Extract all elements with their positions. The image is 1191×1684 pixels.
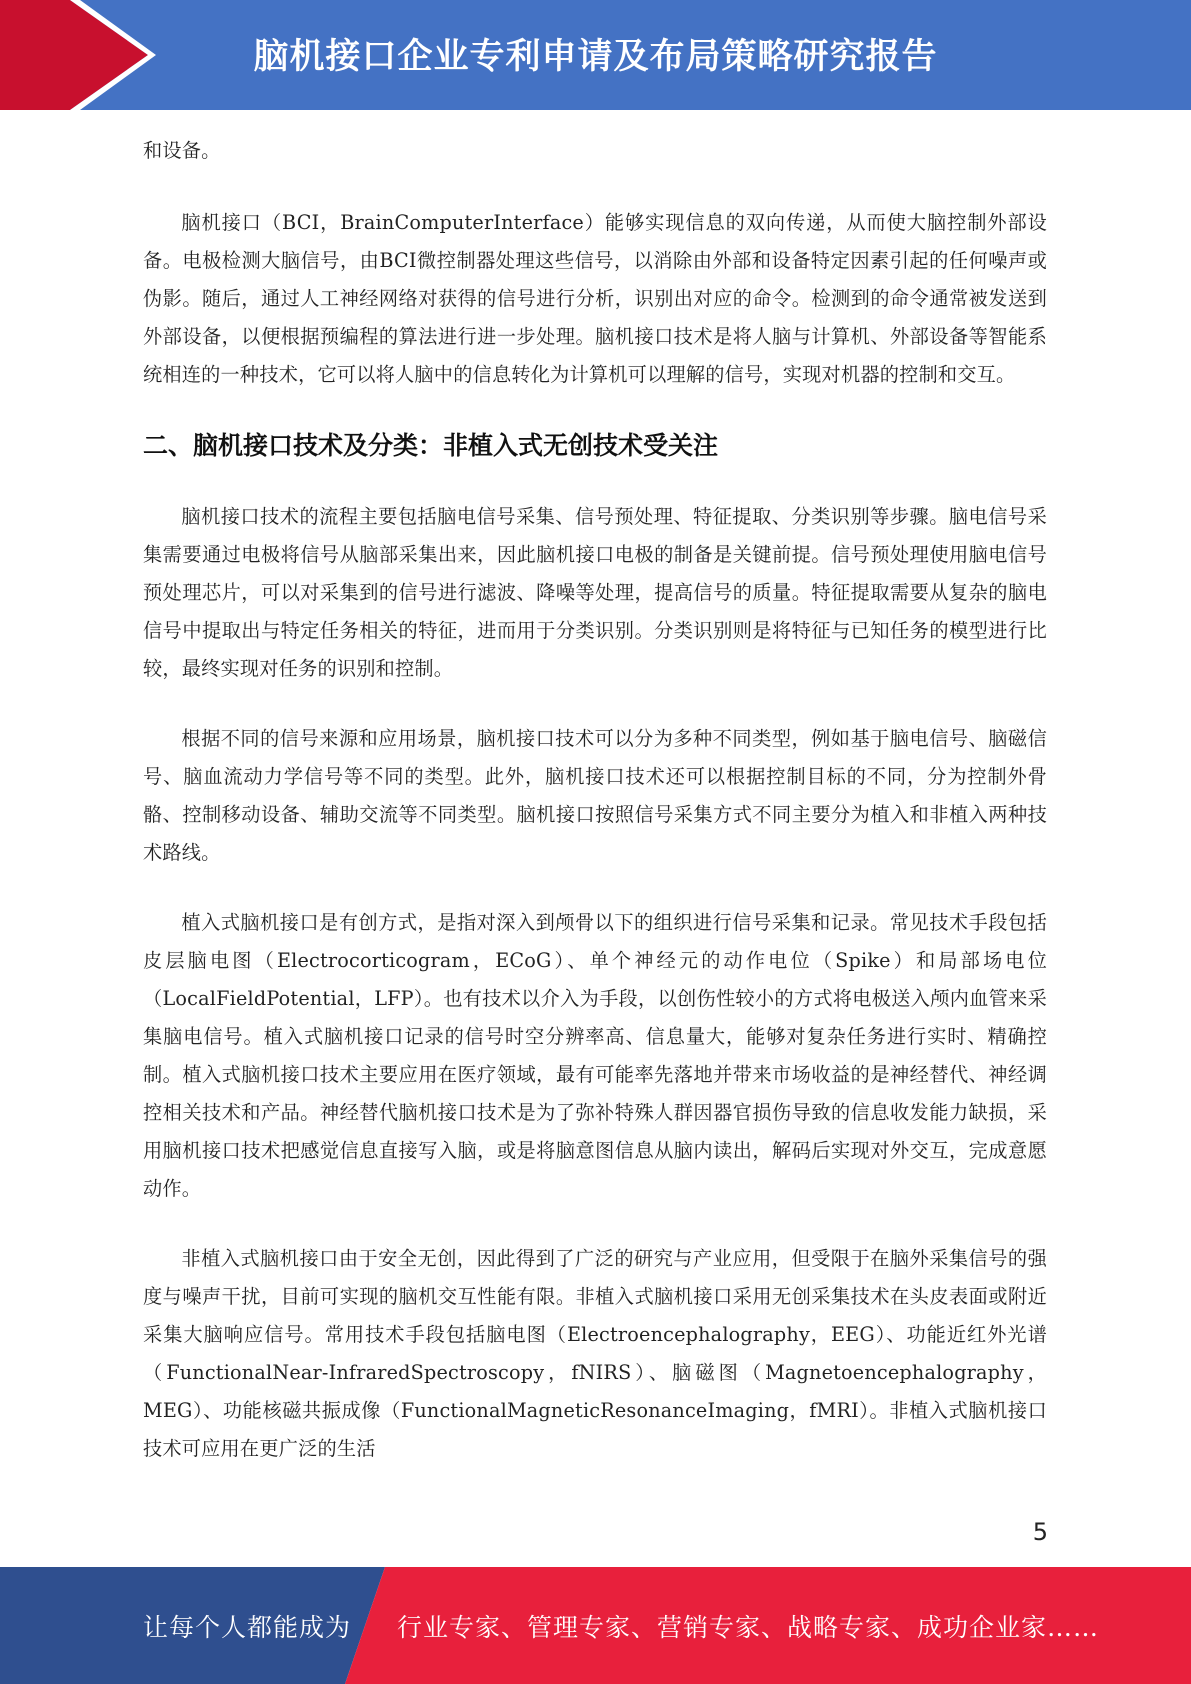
- paragraph-noninvasive-bci: 非植入式脑机接口由于安全无创，因此得到了广泛的研究与产业应用，但受限于在脑外采集信号的强度与噪声干扰，目前可实现的脑机交互性能有限。非植入式脑机接口采用无创采集技术在头皮表面或附近采集大脑响应信号。常用技术手段包括脑电图（Electroencephalography，EEG）、功能近红外光谱（FunctionalNear-InfraredSpectroscopy，fNIRS）、脑磁图（Magnetoencephalography，MEG）、功能核磁共振成像（FunctionalMagneticResonanceImaging，fMRI）。非植入式脑机接口技术可应用在更广泛的生活: [143, 1247, 1047, 1460]
- page-header: [0, 0, 1191, 110]
- paragraph-bci-process: 脑机接口技术的流程主要包括脑电信号采集、信号预处理、特征提取、分类识别等步骤。脑电信号采集需要通过电极将信号从脑部采集出来，因此脑机接口电极的制备是关键前提。信号预处理使用脑电信号预处理芯片，可以对采集到的信号进行滤波、降噪等处理，提高信号的质量。特征提取需要从复杂的脑电信号中提取出与特定任务相关的特征，进而用于分类识别。分类识别则是将特征与已知任务的模型进行比较，最终实现对任务的识别和控制。: [143, 505, 1047, 680]
- page-footer: [0, 1567, 1191, 1684]
- report-title: 脑机接口企业专利申请及布局策略研究报告: [253, 37, 938, 77]
- footer-slogan-right: 行业专家、管理专家、营销专家、战略专家、成功企业家……: [397, 1612, 1100, 1642]
- paragraph-continuation: 和设备。: [143, 139, 221, 162]
- main-content: [143, 132, 1047, 1500]
- section-heading: 二、脑机接口技术及分类：非植入式无创技术受关注: [143, 431, 719, 460]
- footer-slogan-left: 让每个人都能成为: [143, 1612, 352, 1642]
- paragraph-bci-types: 根据不同的信号来源和应用场景，脑机接口技术可以分为多种不同类型，例如基于脑电信号、脑磁信号、脑血流动力学信号等不同的类型。此外，脑机接口技术还可以根据控制目标的不同，分为控制外骨骼、控制移动设备、辅助交流等不同类型。脑机接口按照信号采集方式不同主要分为植入和非植入两种技术路线。: [143, 727, 1047, 864]
- page-number: 5: [1032, 1518, 1048, 1546]
- paragraph-invasive-bci: 植入式脑机接口是有创方式，是指对深入到颅骨以下的组织进行信号采集和记录。常见技术手段包括皮层脑电图（Electrocorticogram，ECoG）、单个神经元的动作电位（Spike）和局部场电位（LocalFieldPotential，LFP）。也有技术以介入为手段，以创伤性较小的方式将电极送入颅内血管来采集脑电信号。植入式脑机接口记录的信号时空分辨率高、信息量大，能够对复杂任务进行实时、精确控制。植入式脑机接口技术主要应用在医疗领域，最有可能率先落地并带来市场收益的是神经替代、神经调控相关技术和产品。神经替代脑机接口技术是为了弥补特殊人群因器官损伤导致的信息收发能力缺损，采用脑机接口技术把感觉信息直接写入脑，或是将脑意图信息从脑内读出，解码后实现对外交互，完成意愿动作。: [143, 911, 1047, 1200]
- chevron-icon: [0, 0, 160, 110]
- paragraph-bci-definition: 脑机接口（BCI，BrainComputerInterface）能够实现信息的双向传递，从而使大脑控制外部设备。电极检测大脑信号，由BCI微控制器处理这些信号，以消除由外部和设备特定因素引起的任何噪声或伪影。随后，通过人工神经网络对获得的信号进行分析，识别出对应的命令。检测到的命令通常被发送到外部设备，以便根据预编程的算法进行进一步处理。脑机接口技术是将人脑与计算机、外部设备等智能系统相连的一种技术，它可以将人脑中的信息转化为计算机可以理解的信号，实现对机器的控制和交互。: [143, 211, 1047, 386]
